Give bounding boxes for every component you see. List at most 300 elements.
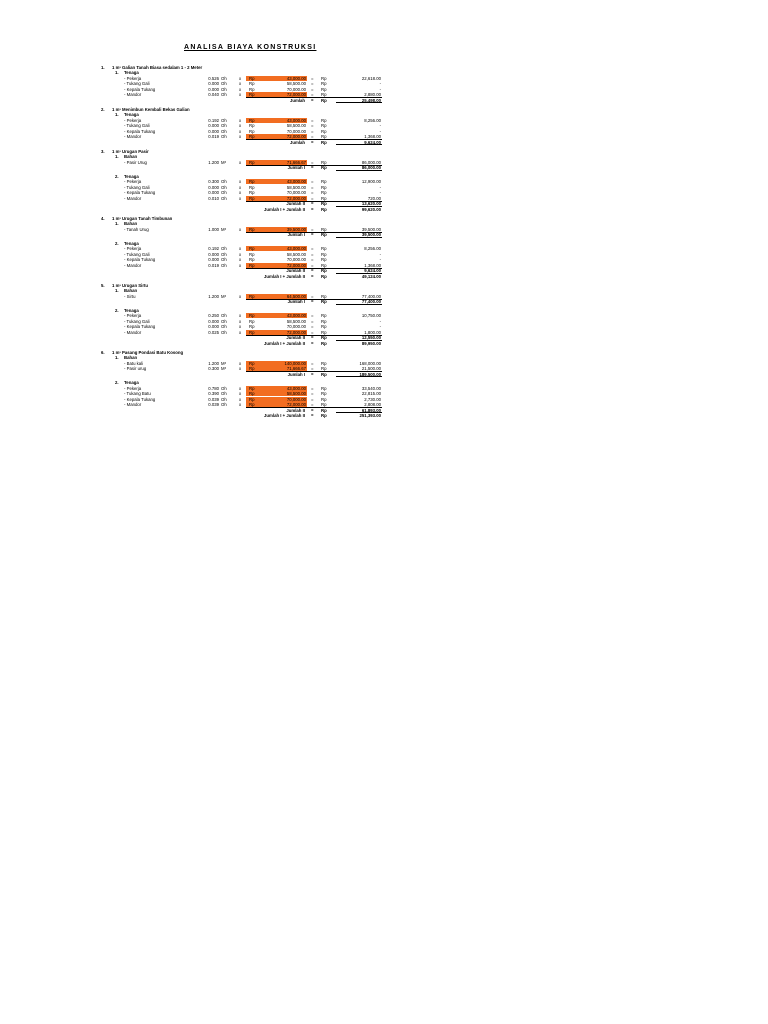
- section-title: 1 m³ Urugan Tanah Timbunan: [112, 215, 173, 221]
- subtotal-row: [0, 341, 768, 346]
- currency-label: Rp: [321, 75, 327, 81]
- currency-label: Rp: [321, 139, 327, 145]
- equals-sign: =: [311, 273, 314, 279]
- total-amount: 9,624.00: [364, 268, 381, 273]
- currency-label: Rp: [249, 385, 255, 391]
- currency-label: Rp: [321, 366, 327, 371]
- group-header: [0, 174, 768, 179]
- item-unit: Oh: [221, 391, 227, 396]
- item-name: - Pekerja: [124, 246, 142, 251]
- item-coefficient: 0.000: [208, 190, 219, 195]
- item-row: [0, 402, 768, 407]
- currency-label: Rp: [321, 117, 327, 123]
- group-label: Tenaga: [124, 380, 139, 385]
- item-price: 58,500.00: [286, 318, 306, 324]
- item-price: 58,500.00: [286, 123, 306, 128]
- item-price: 70,000.00: [286, 190, 306, 195]
- item-unit: Oh: [221, 190, 227, 195]
- currency-label: Rp: [321, 123, 327, 128]
- item-amount: 2,730.00: [364, 396, 381, 402]
- section-number: 5.: [101, 282, 105, 288]
- subtotal-row: [0, 201, 768, 206]
- item-price: 64,500.00: [286, 293, 306, 299]
- currency-label: Rp: [249, 246, 255, 251]
- section-header: [0, 283, 768, 288]
- currency-label: Rp: [249, 92, 255, 97]
- item-name: - Mandor: [124, 402, 142, 407]
- multiply-sign: x: [239, 257, 242, 262]
- total-label: Jumlah I: [287, 371, 305, 377]
- equals-sign: =: [311, 201, 314, 206]
- subtotal-row: [0, 335, 768, 340]
- section-title: 1 m³ Urugan Sirtu: [112, 282, 149, 288]
- item-amount: -: [379, 123, 381, 128]
- item-price: 72,000.00: [286, 134, 306, 139]
- item-price: 43,000.00: [286, 313, 306, 318]
- subtotal-row: [0, 274, 768, 279]
- section-number: 3.: [101, 148, 105, 154]
- currency-label: Rp: [321, 179, 327, 184]
- currency-label: Rp: [249, 360, 255, 366]
- total-label: Jumlah II: [286, 268, 305, 273]
- equals-sign: =: [311, 195, 314, 201]
- item-unit: Oh: [221, 184, 227, 190]
- group-header: [0, 241, 768, 246]
- item-amount: -: [379, 81, 381, 86]
- item-row: [0, 134, 768, 139]
- item-price: 70,000.00: [286, 324, 306, 329]
- currency-label: Rp: [321, 324, 327, 329]
- currency-label: Rp: [321, 251, 327, 257]
- item-row: [0, 123, 768, 128]
- item-unit: Oh: [221, 251, 227, 257]
- currency-label: Rp: [321, 257, 327, 262]
- item-coefficient: 0.000: [208, 123, 219, 128]
- equals-sign: =: [311, 123, 314, 128]
- currency-label: Rp: [321, 232, 327, 237]
- group-number: 1.: [115, 154, 119, 159]
- equals-sign: =: [311, 402, 314, 407]
- item-coefficient: 0.000: [208, 257, 219, 262]
- total-label: Jumlah: [289, 97, 305, 103]
- total-amount: 61,893.00: [361, 407, 381, 413]
- currency-label: Rp: [321, 206, 327, 212]
- total-label: Jumlah I + Jumlah II: [264, 413, 305, 418]
- item-coefficient: 1.000: [208, 226, 219, 232]
- item-coefficient: 0.000: [208, 251, 219, 257]
- group-label: Tenaga: [124, 70, 139, 75]
- item-amount: -: [379, 184, 381, 190]
- item-name: - Pekerja: [124, 385, 142, 391]
- total-label: Jumlah I: [287, 299, 305, 304]
- multiply-sign: x: [239, 251, 242, 257]
- item-unit: Oh: [221, 402, 227, 407]
- item-amount: 1,800.00: [364, 329, 381, 335]
- item-row: [0, 118, 768, 123]
- item-price: 72,000.00: [286, 262, 306, 268]
- subtotal-row: [0, 413, 768, 418]
- currency-label: Rp: [321, 268, 327, 273]
- group-header: [0, 288, 768, 293]
- item-amount: -: [379, 128, 381, 134]
- currency-label: Rp: [321, 86, 327, 92]
- section-title: 1 m³ Galian Tanah Biasa sedalam 1 - 2 Meter: [112, 64, 203, 70]
- currency-label: Rp: [321, 165, 327, 170]
- group-number: 2.: [115, 173, 119, 179]
- total-label: Jumlah I + Jumlah II: [264, 206, 305, 212]
- currency-label: Rp: [321, 329, 327, 335]
- total-amount: 13,620.00: [361, 201, 381, 206]
- item-name: - Kepala Tukang: [124, 190, 156, 195]
- equals-sign: =: [311, 226, 314, 232]
- section-header: [0, 350, 768, 355]
- currency-label: Rp: [249, 251, 255, 257]
- multiply-sign: x: [239, 86, 242, 92]
- item-unit: M³: [221, 159, 227, 165]
- equals-sign: =: [311, 268, 314, 273]
- group-label: Bahan: [124, 288, 138, 293]
- multiply-sign: x: [239, 262, 242, 268]
- item-name: - Tukang Gali: [124, 184, 150, 190]
- item-unit: Oh: [221, 246, 227, 251]
- item-name: - Tukang Gali: [124, 81, 150, 86]
- item-price: 140,000.00: [284, 360, 306, 366]
- currency-label: Rp: [249, 391, 255, 396]
- item-unit: Oh: [221, 86, 227, 92]
- item-unit: Oh: [221, 134, 227, 139]
- item-coefficient: 0.040: [208, 92, 219, 97]
- item-price: 58,500.00: [286, 391, 306, 396]
- item-name: - Kepala Tukang: [124, 396, 156, 402]
- item-row: [0, 227, 768, 232]
- item-row: [0, 391, 768, 396]
- equals-sign: =: [311, 366, 314, 371]
- currency-label: Rp: [321, 195, 327, 201]
- section-number: 4.: [101, 215, 105, 221]
- multiply-sign: x: [239, 313, 242, 318]
- equals-sign: =: [311, 251, 314, 257]
- item-price: 39,500.00: [286, 226, 306, 232]
- equals-sign: =: [311, 86, 314, 92]
- item-name: - Pekerja: [124, 75, 142, 81]
- item-coefficient: 0.192: [208, 246, 219, 251]
- total-amount: 89,950.00: [361, 340, 381, 346]
- item-unit: Oh: [221, 117, 227, 123]
- group-header: [0, 221, 768, 226]
- item-unit: Oh: [221, 318, 227, 324]
- item-amount: 22,815.00: [361, 391, 381, 396]
- total-amount: 25,498.00: [361, 97, 381, 103]
- item-coefficient: 0.000: [208, 318, 219, 324]
- group-label: Tenaga: [124, 112, 139, 117]
- currency-label: Rp: [321, 407, 327, 413]
- currency-label: Rp: [249, 128, 255, 134]
- item-row: [0, 185, 768, 190]
- item-row: [0, 87, 768, 92]
- section-title: 1 m³ Pasang Pondasi Batu Kosong: [112, 349, 184, 355]
- currency-label: Rp: [321, 201, 327, 206]
- item-row: [0, 319, 768, 324]
- total-label: Jumlah II: [286, 201, 305, 206]
- item-price: 58,500.00: [286, 251, 306, 257]
- currency-label: Rp: [249, 184, 255, 190]
- multiply-sign: x: [239, 81, 242, 86]
- group-number: 2.: [115, 380, 119, 385]
- currency-label: Rp: [249, 324, 255, 329]
- currency-label: Rp: [321, 262, 327, 268]
- item-price: 70,000.00: [286, 257, 306, 262]
- currency-label: Rp: [321, 318, 327, 324]
- currency-label: Rp: [321, 226, 327, 232]
- item-coefficient: 0.390: [208, 391, 219, 396]
- equals-sign: =: [311, 128, 314, 134]
- multiply-sign: x: [239, 123, 242, 128]
- item-coefficient: 0.300: [208, 179, 219, 184]
- item-coefficient: 0.010: [208, 195, 219, 201]
- group-label: Tenaga: [124, 173, 139, 179]
- total-amount: 86,000.00: [361, 165, 381, 170]
- multiply-sign: x: [239, 318, 242, 324]
- item-coefficient: 0.019: [208, 262, 219, 268]
- section-header: [0, 65, 768, 70]
- item-amount: -: [379, 86, 381, 92]
- total-label: Jumlah I: [287, 165, 305, 170]
- item-row: [0, 366, 768, 371]
- equals-sign: =: [311, 184, 314, 190]
- currency-label: Rp: [249, 123, 255, 128]
- multiply-sign: x: [239, 396, 242, 402]
- multiply-sign: x: [239, 159, 242, 165]
- item-coefficient: 0.039: [208, 402, 219, 407]
- currency-label: Rp: [249, 190, 255, 195]
- currency-label: Rp: [249, 75, 255, 81]
- total-amount: 39,500.00: [361, 232, 381, 237]
- equals-sign: =: [311, 117, 314, 123]
- item-price: 72,000.00: [286, 195, 306, 201]
- group-number: 2.: [115, 307, 119, 313]
- multiply-sign: x: [239, 195, 242, 201]
- total-amount: 251,393.00: [359, 413, 381, 418]
- currency-label: Rp: [249, 179, 255, 184]
- item-unit: Oh: [221, 81, 227, 86]
- equals-sign: =: [311, 313, 314, 318]
- item-name: - Mandor: [124, 92, 142, 97]
- multiply-sign: x: [239, 190, 242, 195]
- currency-label: Rp: [321, 335, 327, 340]
- section-header: [0, 107, 768, 112]
- item-price: 71,666.67: [286, 159, 306, 165]
- total-amount: 49,124.00: [361, 273, 381, 279]
- total-label: Jumlah: [289, 139, 305, 145]
- currency-label: Rp: [249, 226, 255, 232]
- section-number: 6.: [101, 349, 105, 355]
- item-coefficient: 0.019: [208, 134, 219, 139]
- item-price: 43,000.00: [286, 75, 306, 81]
- item-row: [0, 129, 768, 134]
- equals-sign: =: [311, 246, 314, 251]
- item-unit: Oh: [221, 385, 227, 391]
- group-number: 1.: [115, 288, 119, 293]
- item-row: [0, 294, 768, 299]
- item-amount: 2,880.00: [364, 92, 381, 97]
- currency-label: Rp: [321, 313, 327, 318]
- item-row: [0, 313, 768, 318]
- item-name: - Batu kali: [124, 360, 144, 366]
- group-header: [0, 112, 768, 117]
- item-row: [0, 324, 768, 329]
- currency-label: Rp: [321, 391, 327, 396]
- item-unit: Oh: [221, 75, 227, 81]
- item-price: 71,666.67: [286, 366, 306, 371]
- total-amount: 189,500.00: [359, 371, 381, 377]
- currency-label: Rp: [249, 402, 255, 407]
- item-amount: 8,256.00: [364, 117, 381, 123]
- item-row: [0, 81, 768, 86]
- equals-sign: =: [311, 139, 314, 145]
- item-price: 43,000.00: [286, 385, 306, 391]
- item-name: - Tukang Gali: [124, 123, 150, 128]
- item-price: 72,000.00: [286, 402, 306, 407]
- currency-label: Rp: [249, 318, 255, 324]
- item-amount: 12,900.00: [361, 179, 381, 184]
- item-amount: 1,368.00: [364, 134, 381, 139]
- item-price: 70,000.00: [286, 86, 306, 92]
- equals-sign: =: [311, 97, 314, 103]
- multiply-sign: x: [239, 75, 242, 81]
- subtotal-row: [0, 98, 768, 103]
- currency-label: Rp: [249, 134, 255, 139]
- item-coefficient: 1.200: [208, 293, 219, 299]
- item-coefficient: 0.526: [208, 75, 219, 81]
- item-coefficient: 0.025: [208, 329, 219, 335]
- currency-label: Rp: [321, 134, 327, 139]
- total-amount: 9,624.00: [364, 139, 381, 145]
- item-row: [0, 397, 768, 402]
- section-header: [0, 216, 768, 221]
- currency-label: Rp: [321, 190, 327, 195]
- multiply-sign: x: [239, 117, 242, 123]
- currency-label: Rp: [321, 360, 327, 366]
- item-unit: Oh: [221, 92, 227, 97]
- section-number: 1.: [101, 64, 105, 70]
- subtotal-row: [0, 140, 768, 145]
- item-row: [0, 361, 768, 366]
- item-amount: 10,750.00: [361, 313, 381, 318]
- section-title: 1 m³ Menimbun Kembali Bekas Galian: [112, 106, 190, 112]
- equals-sign: =: [311, 318, 314, 324]
- equals-sign: =: [311, 159, 314, 165]
- currency-label: Rp: [249, 81, 255, 86]
- multiply-sign: x: [239, 226, 242, 232]
- group-header: [0, 308, 768, 313]
- item-price: 43,000.00: [286, 117, 306, 123]
- item-unit: Oh: [221, 179, 227, 184]
- equals-sign: =: [311, 190, 314, 195]
- item-name: - Tukang Gali: [124, 318, 150, 324]
- currency-label: Rp: [321, 413, 327, 418]
- equals-sign: =: [311, 396, 314, 402]
- item-row: [0, 252, 768, 257]
- currency-label: Rp: [249, 159, 255, 165]
- group-header: [0, 355, 768, 360]
- currency-label: Rp: [321, 128, 327, 134]
- group-header: [0, 70, 768, 75]
- multiply-sign: x: [239, 134, 242, 139]
- multiply-sign: x: [239, 184, 242, 190]
- currency-label: Rp: [321, 92, 327, 97]
- item-price: 43,000.00: [286, 179, 306, 184]
- equals-sign: =: [311, 262, 314, 268]
- multiply-sign: x: [239, 385, 242, 391]
- equals-sign: =: [311, 232, 314, 237]
- item-coefficient: 0.039: [208, 396, 219, 402]
- total-label: Jumlah I: [287, 232, 305, 237]
- subtotal-row: [0, 165, 768, 170]
- equals-sign: =: [311, 324, 314, 329]
- item-row: [0, 190, 768, 195]
- item-unit: Oh: [221, 324, 227, 329]
- item-price: 72,000.00: [286, 92, 306, 97]
- item-amount: 168,000.00: [359, 360, 381, 366]
- item-unit: Oh: [221, 396, 227, 402]
- currency-label: Rp: [321, 396, 327, 402]
- item-amount: 8,256.00: [364, 246, 381, 251]
- equals-sign: =: [311, 407, 314, 413]
- multiply-sign: x: [239, 329, 242, 335]
- item-name: - Kepala Tukang: [124, 257, 156, 262]
- total-label: Jumlah I + Jumlah II: [264, 340, 305, 346]
- group-label: Bahan: [124, 154, 138, 159]
- equals-sign: =: [311, 340, 314, 346]
- item-unit: Oh: [221, 123, 227, 128]
- item-row: [0, 386, 768, 391]
- currency-label: Rp: [321, 246, 327, 251]
- item-coefficient: 0.000: [208, 86, 219, 92]
- item-unit: M³: [221, 293, 227, 299]
- item-amount: 39,500.00: [361, 226, 381, 232]
- group-header: [0, 380, 768, 385]
- equals-sign: =: [311, 165, 314, 170]
- equals-sign: =: [311, 329, 314, 335]
- item-amount: 77,400.00: [361, 293, 381, 299]
- group-label: Bahan: [124, 221, 138, 226]
- item-coefficient: 0.780: [208, 385, 219, 391]
- currency-label: Rp: [321, 159, 327, 165]
- multiply-sign: x: [239, 360, 242, 366]
- item-name: - Pekerja: [124, 313, 142, 318]
- item-name: - Tukang Gali: [124, 251, 150, 257]
- multiply-sign: x: [239, 391, 242, 396]
- equals-sign: =: [311, 206, 314, 212]
- currency-label: Rp: [249, 262, 255, 268]
- item-amount: -: [379, 251, 381, 257]
- total-amount: 12,550.00: [361, 335, 381, 340]
- item-name: - Kepala Tukang: [124, 86, 156, 92]
- item-name: - Pasir Urug: [124, 159, 147, 165]
- item-unit: Oh: [221, 128, 227, 134]
- item-coefficient: 0.000: [208, 128, 219, 134]
- item-price: 58,500.00: [286, 184, 306, 190]
- group-label: Tenaga: [124, 240, 139, 246]
- item-row: [0, 257, 768, 262]
- item-coefficient: 0.000: [208, 81, 219, 86]
- item-amount: 22,618.00: [361, 75, 381, 81]
- currency-label: Rp: [249, 329, 255, 335]
- subtotal-row: [0, 408, 768, 413]
- item-coefficient: 0.192: [208, 117, 219, 123]
- currency-label: Rp: [249, 293, 255, 299]
- currency-label: Rp: [249, 257, 255, 262]
